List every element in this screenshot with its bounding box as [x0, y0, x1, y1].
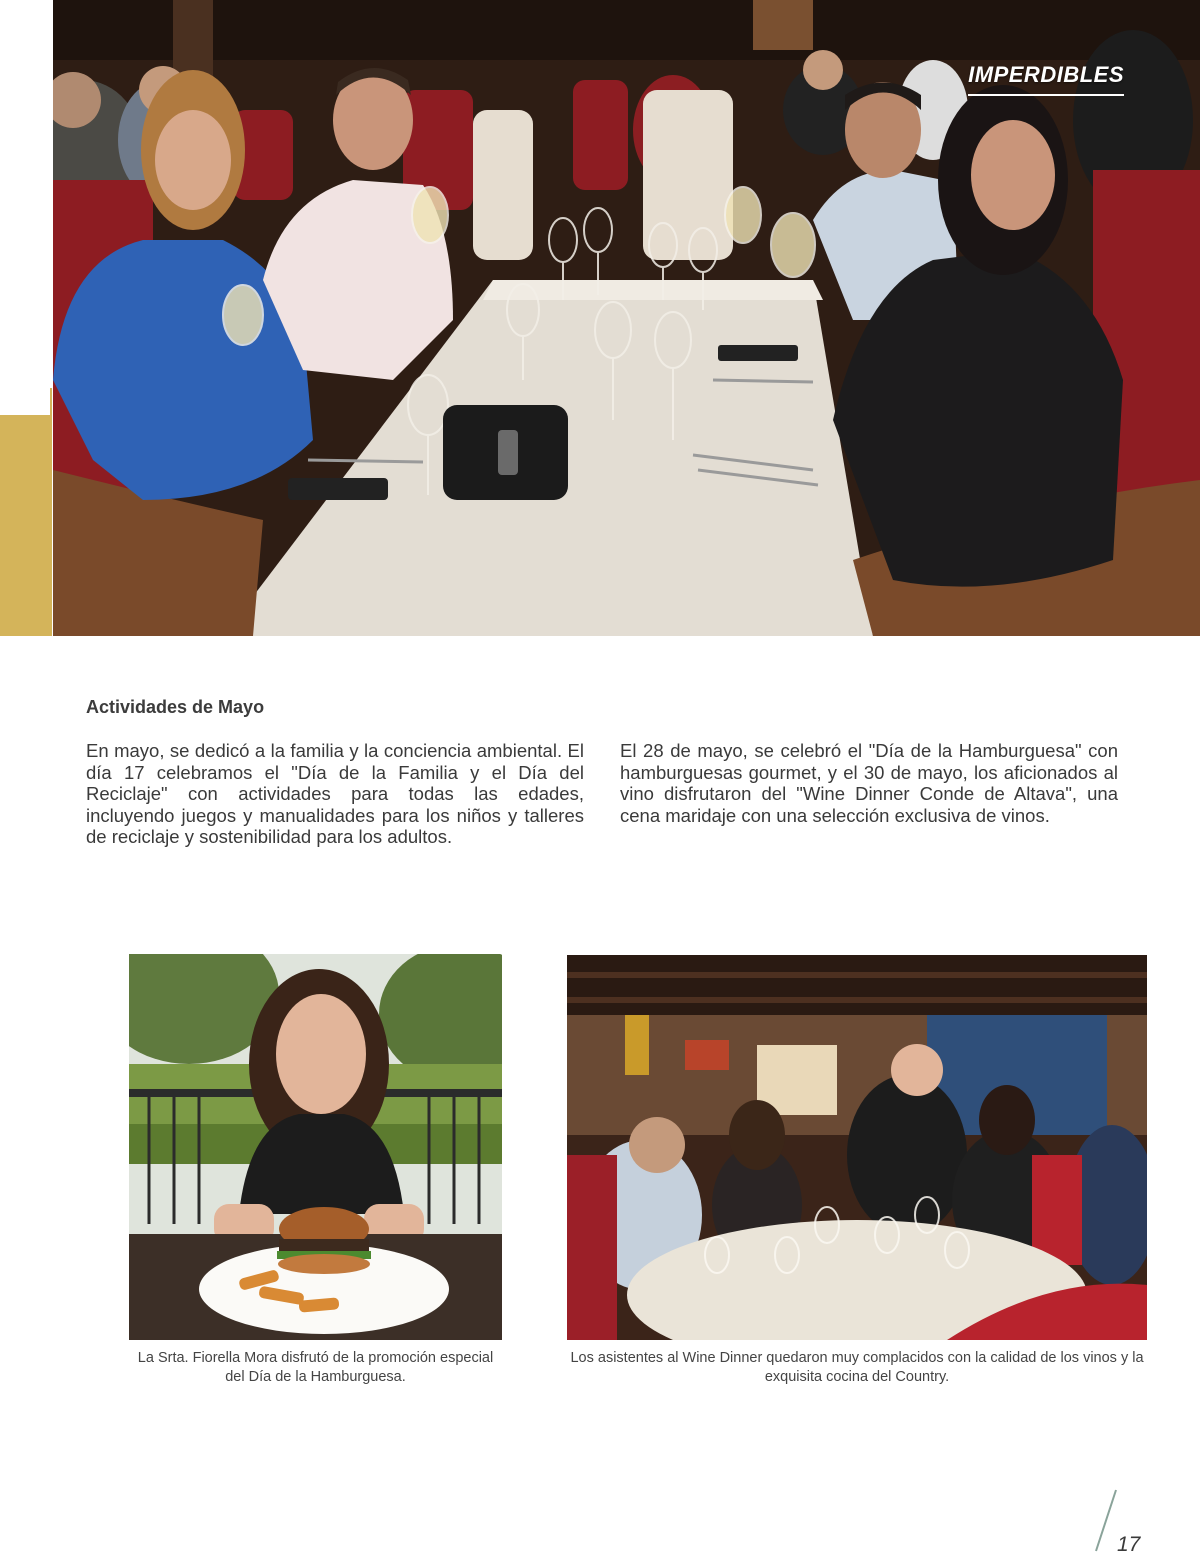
gold-accent-line [50, 388, 52, 636]
caption-burger: La Srta. Fiorella Mora disfrutó de la promoción especial del Día de la Hamburguesa. [137, 1350, 494, 1385]
caption-dinner: Los asistentes al Wine Dinner quedaron muy complacidos con la calidad de los vinos y la exquisita cocina del Country. [570, 1350, 1144, 1385]
wine-dinner-illustration [567, 955, 1147, 1340]
page-number: 17 [1117, 1533, 1141, 1556]
hero-photo [53, 0, 1200, 636]
article-heading: Actividades de Mayo [86, 697, 265, 717]
section-label: IMPERDIBLES [968, 62, 1124, 96]
article-paragraph-right: El 28 de mayo, se celebró el "Día de la Hamburguesa" con hamburguesas gourmet, y el 30 de mayo, los aficionados al vino disfrutaron del "Wine Dinner Conde de Altava", una cena maridaje con una selección exclusiva de vinos. [620, 740, 1118, 826]
article-paragraph-left: En mayo, se dedicó a la familia y la conciencia ambiental. El día 17 celebramos el "Día de la Familia y el Día del Reciclaje" con actividades para todas las edades, incluyendo juegos y manualidades para los niños y talleres de reciclaje y sostenibilidad para los adultos. [86, 740, 584, 848]
burger-illustration [129, 954, 502, 1340]
gold-accent-bar [0, 415, 50, 636]
burger-photo [129, 954, 502, 1340]
wine-dinner-photo [567, 955, 1147, 1340]
